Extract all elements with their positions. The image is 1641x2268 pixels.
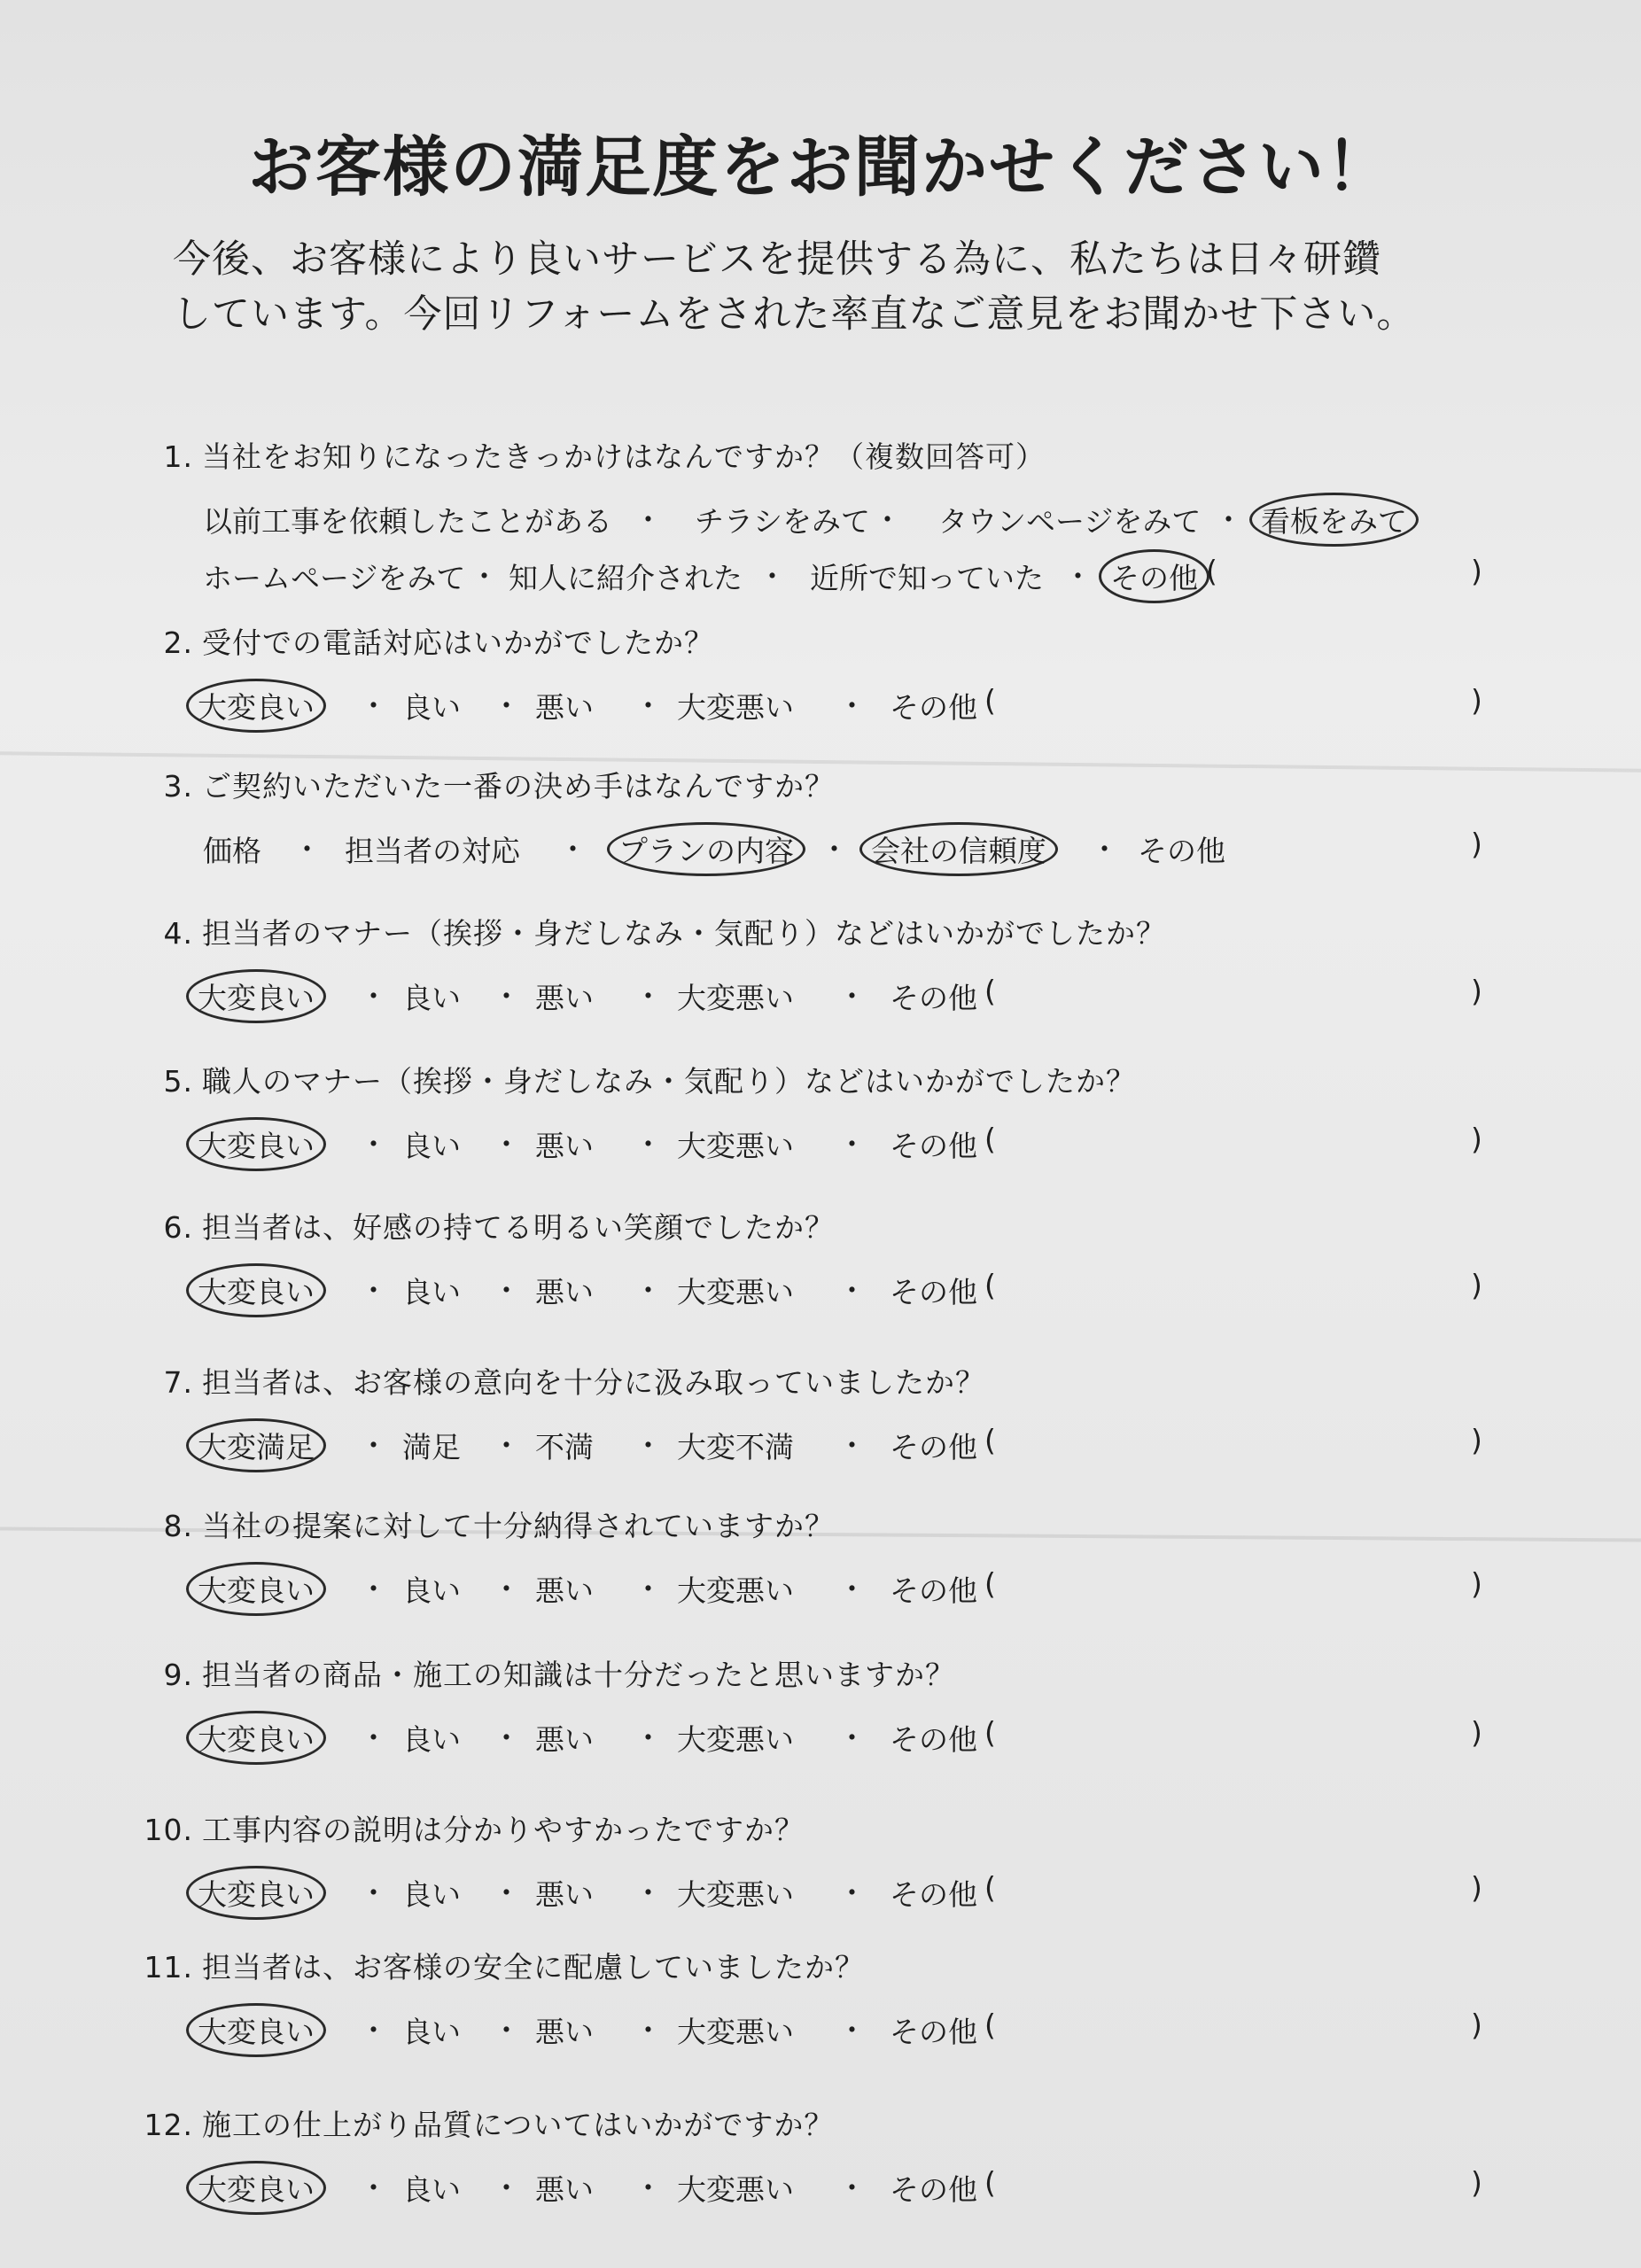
page-title: お客様の満足度をお聞かせください！ bbox=[248, 129, 1393, 206]
question-label: 担当者の商品・施工の知識は十分だったと思いますか？ bbox=[202, 1658, 955, 1692]
separator: ・ bbox=[1090, 832, 1119, 866]
option[interactable]: 悪い bbox=[535, 2015, 594, 2049]
question-number: 7. bbox=[163, 1365, 193, 1400]
question-6 bbox=[106, 1205, 1489, 1317]
option-circled[interactable]: 会社の信頼度 bbox=[859, 822, 1058, 876]
option[interactable]: 良い bbox=[402, 1722, 461, 1757]
option[interactable]: 悪い bbox=[535, 690, 594, 725]
separator: ・ bbox=[359, 688, 388, 723]
option-circled[interactable]: 大変良い bbox=[186, 1711, 326, 1765]
paren-close: ) bbox=[1471, 974, 1482, 1008]
separator: ・ bbox=[634, 1720, 663, 1755]
option[interactable]: 悪い bbox=[535, 1877, 594, 1912]
question-9 bbox=[106, 1652, 1489, 1765]
option[interactable]: 大変悪い bbox=[677, 981, 794, 1015]
question-text bbox=[106, 1205, 1489, 1247]
question-number: 12. bbox=[144, 2108, 193, 2142]
paren-close: ) bbox=[1471, 2008, 1482, 2042]
question-label: 受付での電話対応はいかがでしたか？ bbox=[202, 625, 714, 660]
paren-open: ( bbox=[984, 1268, 996, 1302]
separator: ・ bbox=[359, 1572, 388, 1606]
question-number: 5. bbox=[163, 1064, 193, 1099]
option[interactable]: チラシをみて bbox=[695, 504, 870, 539]
option-row bbox=[106, 1870, 1489, 1920]
option[interactable]: ホームページをみて bbox=[203, 561, 466, 595]
option[interactable]: 悪い bbox=[535, 2172, 594, 2207]
separator: ・ bbox=[837, 1876, 867, 1910]
separator: ・ bbox=[492, 979, 521, 1014]
question-number: 8. bbox=[163, 1509, 193, 1543]
separator: ・ bbox=[634, 2171, 663, 2205]
option-row bbox=[106, 2165, 1489, 2215]
option[interactable]: 良い bbox=[402, 981, 461, 1015]
option-row bbox=[106, 497, 1489, 547]
option[interactable]: 良い bbox=[402, 2172, 461, 2207]
option[interactable]: その他 bbox=[890, 1430, 977, 1464]
option-circled[interactable]: 看板をみて bbox=[1249, 493, 1419, 547]
question-text bbox=[106, 434, 1489, 476]
option[interactable]: 近所で知っていた bbox=[810, 561, 1044, 595]
option-circled[interactable]: 大変満足 bbox=[186, 1418, 326, 1472]
option-row bbox=[106, 1423, 1489, 1472]
option[interactable]: その他 bbox=[890, 1573, 977, 1608]
paren-open: ( bbox=[984, 1566, 996, 1601]
question-label: 工事内容の説明は分かりやすかったですか？ bbox=[202, 1813, 805, 1847]
question-label: 担当者は、お客様の安全に配慮していましたか？ bbox=[202, 1950, 865, 1984]
option[interactable]: 大変悪い bbox=[677, 1877, 794, 1912]
separator: ・ bbox=[1063, 559, 1093, 594]
separator: ・ bbox=[492, 1428, 521, 1463]
separator: ・ bbox=[873, 502, 902, 537]
option[interactable]: 不満 bbox=[535, 1430, 594, 1464]
question-number: 1. bbox=[163, 439, 193, 474]
separator: ・ bbox=[634, 1572, 663, 1606]
separator: ・ bbox=[837, 1428, 867, 1463]
option[interactable]: その他 bbox=[1138, 834, 1225, 868]
separator: ・ bbox=[634, 1428, 663, 1463]
question-11 bbox=[106, 1945, 1489, 2057]
separator: ・ bbox=[558, 832, 587, 866]
option-row bbox=[106, 1566, 1489, 1616]
separator: ・ bbox=[492, 1273, 521, 1308]
paren-close: ) bbox=[1471, 2165, 1482, 2200]
option[interactable]: その他 bbox=[890, 2015, 977, 2049]
question-label: 施工の仕上がり品質についてはいかがですか？ bbox=[202, 2108, 835, 2142]
option-row bbox=[106, 1715, 1489, 1765]
paren-open: ( bbox=[984, 683, 996, 718]
paren-open: ( bbox=[1206, 554, 1217, 588]
option[interactable]: 担当者の対応 bbox=[345, 834, 520, 868]
separator: ・ bbox=[634, 1273, 663, 1308]
separator: ・ bbox=[837, 979, 867, 1014]
separator: ・ bbox=[758, 559, 787, 594]
separator: ・ bbox=[359, 1876, 388, 1910]
question-label: ご契約いただいた一番の決め手はなんですか？ bbox=[202, 769, 835, 804]
option[interactable]: 悪い bbox=[535, 1573, 594, 1608]
option[interactable]: 大変不満 bbox=[677, 1430, 794, 1464]
separator: ・ bbox=[837, 1720, 867, 1755]
option[interactable]: 以前工事を依頼したことがある bbox=[203, 504, 612, 539]
intro-line: しています。今回リフォームをされた率直なご意見をお聞かせ下さい。 bbox=[173, 292, 1416, 337]
option[interactable]: その他 bbox=[890, 1877, 977, 1912]
intro-text bbox=[173, 232, 1502, 342]
question-text bbox=[106, 1059, 1489, 1100]
option-row bbox=[106, 2008, 1489, 2057]
option-circled[interactable]: プランの内容 bbox=[607, 822, 805, 876]
question-text bbox=[106, 1945, 1489, 1986]
paren-close: ) bbox=[1471, 1122, 1482, 1156]
paren-close: ) bbox=[1471, 1268, 1482, 1302]
paren-close: ) bbox=[1471, 827, 1482, 861]
option[interactable]: 大変悪い bbox=[677, 1275, 794, 1309]
question-number: 6. bbox=[163, 1210, 193, 1245]
option[interactable]: 良い bbox=[402, 1573, 461, 1608]
option[interactable]: その他 bbox=[890, 690, 977, 725]
question-12 bbox=[106, 2102, 1489, 2215]
paren-close: ) bbox=[1471, 683, 1482, 718]
question-number: 11. bbox=[144, 1950, 193, 1984]
option-circled[interactable]: 大変良い bbox=[186, 2161, 326, 2215]
option[interactable]: 大変悪い bbox=[677, 2172, 794, 2207]
separator: ・ bbox=[492, 1572, 521, 1606]
option-circled[interactable]: 大変良い bbox=[186, 679, 326, 733]
option[interactable]: 悪い bbox=[535, 1129, 594, 1163]
question-label: 当社をお知りになったきっかけはなんですか？（複数回答可） bbox=[202, 439, 1046, 474]
option[interactable]: 良い bbox=[402, 2015, 461, 2049]
paren-close: ) bbox=[1471, 1566, 1482, 1601]
question-number: 3. bbox=[163, 769, 193, 804]
question-label: 担当者は、お客様の意向を十分に汲み取っていましたか？ bbox=[202, 1365, 985, 1400]
separator: ・ bbox=[359, 1273, 388, 1308]
separator: ・ bbox=[359, 2013, 388, 2047]
separator: ・ bbox=[634, 1127, 663, 1161]
paren-open: ( bbox=[984, 2008, 996, 2042]
question-text bbox=[106, 2102, 1489, 2144]
option[interactable]: その他 bbox=[890, 1722, 977, 1757]
question-label: 職人のマナー（挨拶・身だしなみ・気配り）などはいかがでしたか？ bbox=[202, 1064, 1136, 1099]
option-row bbox=[106, 974, 1489, 1023]
question-label: 当社の提案に対して十分納得されていますか？ bbox=[202, 1509, 835, 1543]
question-number: 9. bbox=[163, 1658, 193, 1692]
option[interactable]: 知人に紹介された bbox=[509, 561, 743, 595]
separator: ・ bbox=[634, 502, 663, 537]
question-text bbox=[106, 1503, 1489, 1545]
separator: ・ bbox=[634, 2013, 663, 2047]
option[interactable]: 良い bbox=[402, 1275, 461, 1309]
paren-open: ( bbox=[984, 2165, 996, 2200]
option-circled[interactable]: 大変良い bbox=[186, 1562, 326, 1616]
paren-open: ( bbox=[984, 1122, 996, 1156]
separator: ・ bbox=[359, 1720, 388, 1755]
separator: ・ bbox=[492, 688, 521, 723]
question-4 bbox=[106, 911, 1489, 1023]
question-number: 2. bbox=[163, 625, 193, 660]
option[interactable]: 良い bbox=[402, 1877, 461, 1912]
separator: ・ bbox=[634, 688, 663, 723]
paren-close: ) bbox=[1471, 1715, 1482, 1750]
separator: ・ bbox=[470, 559, 499, 594]
separator: ・ bbox=[634, 1876, 663, 1910]
option[interactable]: 悪い bbox=[535, 1722, 594, 1757]
separator: ・ bbox=[359, 979, 388, 1014]
option-circled[interactable]: その他 bbox=[1099, 549, 1209, 603]
intro-line: 今後、お客様により良いサービスを提供する為に、私たちは日々研鑽 bbox=[173, 237, 1381, 282]
option-circled[interactable]: 大変良い bbox=[186, 1263, 326, 1317]
option-row bbox=[106, 1268, 1489, 1317]
paren-close: ) bbox=[1471, 1870, 1482, 1905]
option-circled[interactable]: 大変良い bbox=[186, 1866, 326, 1920]
separator: ・ bbox=[492, 2013, 521, 2047]
option[interactable]: その他 bbox=[890, 1275, 977, 1309]
question-1 bbox=[106, 434, 1489, 603]
option[interactable]: 満足 bbox=[402, 1430, 461, 1464]
separator: ・ bbox=[359, 2171, 388, 2205]
paren-open: ( bbox=[984, 1715, 996, 1750]
question-label: 担当者は、好感の持てる明るい笑顔でしたか？ bbox=[202, 1210, 835, 1245]
question-text bbox=[106, 764, 1489, 805]
paren-close: ) bbox=[1471, 1423, 1482, 1457]
option-row bbox=[106, 554, 1489, 603]
question-8 bbox=[106, 1503, 1489, 1616]
option[interactable]: 大変悪い bbox=[677, 2015, 794, 2049]
option[interactable]: 大変悪い bbox=[677, 690, 794, 725]
question-10 bbox=[106, 1807, 1489, 1920]
paren-close: ) bbox=[1471, 554, 1482, 588]
question-label: 担当者のマナー（挨拶・身だしなみ・気配り）などはいかがでしたか？ bbox=[202, 916, 1166, 951]
paren-open: ( bbox=[984, 1423, 996, 1457]
option-circled[interactable]: 大変良い bbox=[186, 969, 326, 1023]
option-circled[interactable]: 大変良い bbox=[186, 1117, 326, 1171]
option-row bbox=[106, 827, 1489, 876]
option-row bbox=[106, 1122, 1489, 1171]
option[interactable]: その他 bbox=[890, 1129, 977, 1163]
option[interactable]: 悪い bbox=[535, 981, 594, 1015]
option[interactable]: 大変悪い bbox=[677, 1573, 794, 1608]
question-7 bbox=[106, 1360, 1489, 1472]
option[interactable]: その他 bbox=[890, 981, 977, 1015]
question-text bbox=[106, 1652, 1489, 1694]
option[interactable]: その他 bbox=[890, 2172, 977, 2207]
separator: ・ bbox=[837, 688, 867, 723]
separator: ・ bbox=[359, 1428, 388, 1463]
separator: ・ bbox=[837, 2171, 867, 2205]
question-text bbox=[106, 911, 1489, 952]
question-number: 10. bbox=[144, 1813, 193, 1847]
question-3 bbox=[106, 764, 1489, 876]
question-number: 4. bbox=[163, 916, 193, 951]
separator: ・ bbox=[492, 2171, 521, 2205]
option[interactable]: 良い bbox=[402, 690, 461, 725]
option[interactable]: 良い bbox=[402, 1129, 461, 1163]
separator: ・ bbox=[837, 1127, 867, 1161]
separator: ・ bbox=[359, 1127, 388, 1161]
option[interactable]: 大変悪い bbox=[677, 1722, 794, 1757]
option[interactable]: 大変悪い bbox=[677, 1129, 794, 1163]
option-circled[interactable]: 大変良い bbox=[186, 2003, 326, 2057]
paren-open: ( bbox=[984, 974, 996, 1008]
question-2 bbox=[106, 620, 1489, 733]
question-5 bbox=[106, 1059, 1489, 1171]
separator: ・ bbox=[492, 1876, 521, 1910]
separator: ・ bbox=[492, 1127, 521, 1161]
option[interactable]: 価格 bbox=[203, 834, 261, 868]
separator: ・ bbox=[1214, 502, 1243, 537]
separator: ・ bbox=[492, 1720, 521, 1755]
question-text bbox=[106, 620, 1489, 662]
option[interactable]: タウンページをみて bbox=[938, 504, 1202, 539]
separator: ・ bbox=[292, 832, 322, 866]
option-row bbox=[106, 683, 1489, 733]
paren-open: ( bbox=[984, 1870, 996, 1905]
separator: ・ bbox=[837, 1273, 867, 1308]
separator: ・ bbox=[634, 979, 663, 1014]
option[interactable]: 悪い bbox=[535, 1275, 594, 1309]
separator: ・ bbox=[837, 2013, 867, 2047]
question-text bbox=[106, 1360, 1489, 1402]
question-text bbox=[106, 1807, 1489, 1849]
separator: ・ bbox=[820, 832, 849, 866]
separator: ・ bbox=[837, 1572, 867, 1606]
